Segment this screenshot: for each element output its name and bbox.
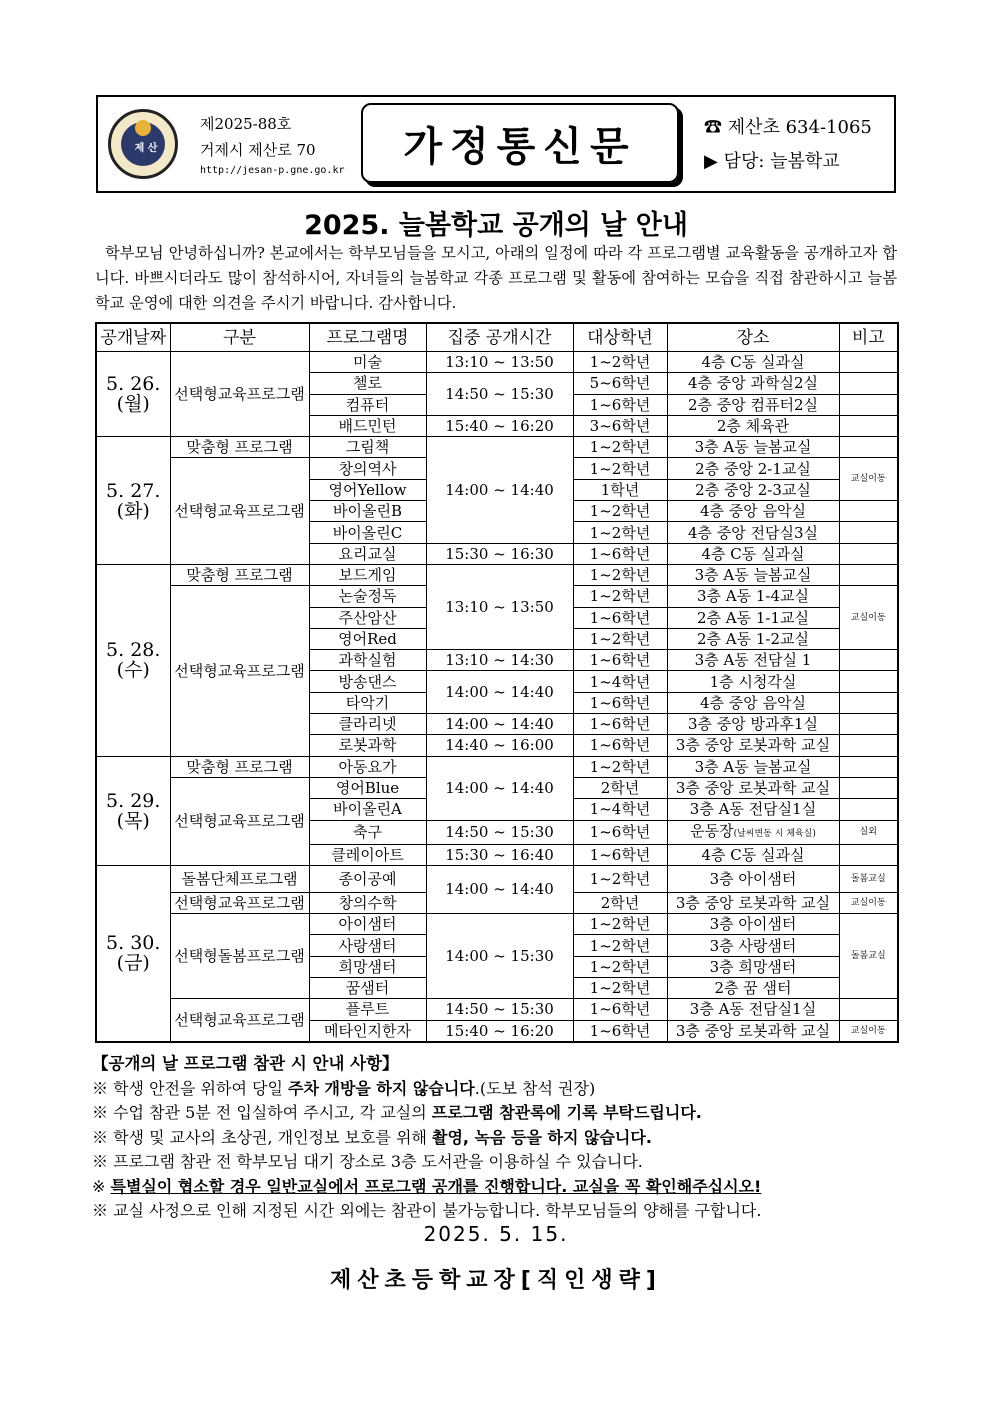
location-cell: 1층 시청각실 <box>667 671 839 692</box>
note-cell <box>839 543 898 564</box>
grade-cell: 1~6학년 <box>573 735 667 756</box>
schedule-table <box>95 322 899 1043</box>
grade-cell: 1~4학년 <box>573 671 667 692</box>
program-cell: 컴퓨터 <box>309 394 426 415</box>
grade-cell: 1~6학년 <box>573 692 667 713</box>
location-cell: 3층 희망샘터 <box>667 956 839 977</box>
note-cell <box>839 777 898 798</box>
program-cell: 창의역사 <box>309 458 426 479</box>
note-cell <box>839 799 898 820</box>
category-cell: 돌봄단체프로그램 <box>170 865 309 892</box>
time-cell: 14:00 ~ 14:40 <box>426 714 573 735</box>
grade-cell: 1~6학년 <box>573 999 667 1020</box>
notice-item: ※ 학생 및 교사의 초상권, 개인정보 보호를 위해 촬영, 녹음 등을 하지 않습니다. <box>92 1127 652 1147</box>
category-cell: 맞춤형 프로그램 <box>170 437 309 458</box>
grade-cell: 1~2학년 <box>573 628 667 649</box>
time-cell: 14:50 ~ 15:30 <box>426 820 573 844</box>
category-cell: 맞춤형 프로그램 <box>170 564 309 585</box>
location-cell: 4층 C동 실과실 <box>667 352 839 373</box>
location-cell: 3층 사랑샘터 <box>667 935 839 956</box>
category-cell: 선택형돌봄프로그램 <box>170 914 309 999</box>
table-row <box>96 914 898 935</box>
note-cell <box>839 844 898 865</box>
category-cell: 선택형교육프로그램 <box>170 586 309 756</box>
category-cell: 선택형교육프로그램 <box>170 352 309 437</box>
time-cell: 14:50 ~ 15:30 <box>426 373 573 416</box>
location-cell: 2층 A동 1-1교실 <box>667 607 839 628</box>
manager: ▶ 담당: 늘봄학교 <box>704 151 840 172</box>
note-cell <box>839 564 898 585</box>
program-cell: 꿈샘터 <box>309 978 426 999</box>
grade-cell: 1~6학년 <box>573 1020 667 1042</box>
program-cell: 첼로 <box>309 373 426 394</box>
program-cell: 바이올린C <box>309 522 426 543</box>
location-cell: 3층 중앙 로봇과학 교실 <box>667 892 839 913</box>
time-cell: 13:10 ~ 13:50 <box>426 352 573 373</box>
grade-cell: 1~2학년 <box>573 956 667 977</box>
note-cell: 돌봄교실 <box>839 914 898 999</box>
program-cell: 플루트 <box>309 999 426 1020</box>
grade-cell: 1~2학년 <box>573 756 667 777</box>
location-cell: 3층 중앙 로봇과학 교실 <box>667 1020 839 1042</box>
notice-item: ※ 학생 안전을 위하여 당일 주차 개방을 하지 않습니다.(도보 참석 권장) <box>92 1078 596 1098</box>
location-cell: 3층 A동 1-4교실 <box>667 586 839 607</box>
grade-cell: 1~6학년 <box>573 394 667 415</box>
location-cell: 2층 A동 1-2교실 <box>667 628 839 649</box>
col-time: 집중 공개시간 <box>426 323 573 352</box>
note-cell <box>839 756 898 777</box>
col-program: 프로그램명 <box>309 323 426 352</box>
note-cell <box>839 714 898 735</box>
program-cell: 영어Yellow <box>309 479 426 500</box>
date-cell: 5. 28. (수) <box>96 564 170 756</box>
grade-cell: 1학년 <box>573 479 667 500</box>
col-grade: 대상학년 <box>573 323 667 352</box>
category-cell: 선택형교육프로그램 <box>170 458 309 564</box>
grade-cell: 1~2학년 <box>573 501 667 522</box>
school-logo-text: 제 산 <box>134 143 158 154</box>
note-cell: 교실이동 <box>839 586 898 650</box>
table-row <box>96 352 898 373</box>
issue-number: 제2025-88호 <box>200 115 292 133</box>
grade-cell: 1~6학년 <box>573 820 667 844</box>
school-address: 거제시 제산로 70 <box>200 141 316 159</box>
issue-info <box>200 111 350 179</box>
table-row <box>96 865 898 892</box>
program-cell: 영어Red <box>309 628 426 649</box>
grade-cell: 1~2학년 <box>573 586 667 607</box>
grade-cell: 5~6학년 <box>573 373 667 394</box>
note-cell: 교실이동 <box>839 458 898 501</box>
location-cell: 3층 A동 전담실1실 <box>667 799 839 820</box>
col-category: 구분 <box>170 323 309 352</box>
note-cell <box>839 501 898 522</box>
location-cell: 4층 C동 실과실 <box>667 844 839 865</box>
grade-cell: 1~2학년 <box>573 914 667 935</box>
notice-section <box>92 1052 902 1224</box>
category-cell: 선택형교육프로그램 <box>170 999 309 1042</box>
notice-item: ※ 프로그램 참관 전 학부모님 대기 장소로 3층 도서관을 이용하실 수 있습니다. <box>92 1152 643 1171</box>
location-cell: 4층 중앙 음악실 <box>667 692 839 713</box>
location-cell: 3층 A동 늘봄교실 <box>667 756 839 777</box>
notice-item: ※ 교실 사정으로 인해 지정된 시간 외에는 참관이 불가능합니다. 학부모님들의 양해를 구합니다. <box>92 1201 762 1220</box>
grade-cell: 1~2학년 <box>573 437 667 458</box>
program-cell: 배드민턴 <box>309 415 426 436</box>
table-row <box>96 564 898 585</box>
table-row <box>96 756 898 777</box>
school-logo <box>108 109 178 179</box>
note-cell: 교실이동 <box>839 892 898 913</box>
contact-info <box>704 111 894 179</box>
notice-item: ※ 수업 참관 5분 전 입실하여 주시고, 각 교실의 프로그램 참관록에 기록 부탁드립니다. <box>92 1103 702 1122</box>
location-cell: 2층 중앙 2-3교실 <box>667 479 839 500</box>
date-cell: 5. 27. (화) <box>96 437 170 565</box>
location-cell: 3층 A동 전담실1실 <box>667 999 839 1020</box>
program-cell: 바이올린A <box>309 799 426 820</box>
phone-number: ☎ 제산초 634-1065 <box>704 117 872 138</box>
program-cell: 영어Blue <box>309 777 426 798</box>
note-cell: 돌봄교실 <box>839 865 898 892</box>
location-cell: 4층 중앙 음악실 <box>667 501 839 522</box>
program-cell: 타악기 <box>309 692 426 713</box>
program-cell: 축구 <box>309 820 426 844</box>
note-cell: 실외 <box>839 820 898 844</box>
grade-cell: 3~6학년 <box>573 415 667 436</box>
grade-cell: 1~2학년 <box>573 352 667 373</box>
col-note: 비고 <box>839 323 898 352</box>
time-cell: 14:00 ~ 14:40 <box>426 865 573 913</box>
program-cell: 바이올린B <box>309 501 426 522</box>
program-cell: 사랑샘터 <box>309 935 426 956</box>
grade-cell: 1~2학년 <box>573 522 667 543</box>
program-cell: 메타인지한자 <box>309 1020 426 1042</box>
location-cell: 2층 체육관 <box>667 415 839 436</box>
col-date: 공개날짜 <box>96 323 170 352</box>
grade-cell: 1~2학년 <box>573 564 667 585</box>
letter-header <box>96 95 896 193</box>
principal-signature: 제산초등학교장[직인생략] <box>330 1268 662 1293</box>
note-cell <box>839 373 898 394</box>
program-cell: 주산암산 <box>309 607 426 628</box>
grade-cell: 1~4학년 <box>573 799 667 820</box>
location-cell: 3층 중앙 로봇과학 교실 <box>667 735 839 756</box>
program-cell: 희망샘터 <box>309 956 426 977</box>
location-cell: 2층 중앙 컴퓨터2실 <box>667 394 839 415</box>
note-cell <box>839 352 898 373</box>
location-cell: 2층 꿈 샘터 <box>667 978 839 999</box>
table-header-row <box>96 323 898 352</box>
location-cell: 4층 C동 실과실 <box>667 543 839 564</box>
location-cell: 3층 A동 늘봄교실 <box>667 437 839 458</box>
grade-cell: 1~6학년 <box>573 714 667 735</box>
program-cell: 요리교실 <box>309 543 426 564</box>
grade-cell: 1~2학년 <box>573 865 667 892</box>
program-cell: 클레이아트 <box>309 844 426 865</box>
grade-cell: 1~6학년 <box>573 844 667 865</box>
grade-cell: 1~2학년 <box>573 458 667 479</box>
note-cell <box>839 735 898 756</box>
program-cell: 창의수학 <box>309 892 426 913</box>
program-cell: 아동요가 <box>309 756 426 777</box>
col-location: 장소 <box>667 323 839 352</box>
time-cell: 14:00 ~ 14:40 <box>426 437 573 543</box>
date-cell: 5. 29. (목) <box>96 756 170 865</box>
note-cell: 교실이동 <box>839 1020 898 1042</box>
note-cell <box>839 415 898 436</box>
program-cell: 과학실험 <box>309 650 426 671</box>
time-cell: 14:00 ~ 15:30 <box>426 914 573 999</box>
time-cell: 14:00 ~ 14:40 <box>426 756 573 820</box>
location-cell: 3층 A동 늘봄교실 <box>667 564 839 585</box>
date-cell: 5. 30. (금) <box>96 865 170 1042</box>
grade-cell: 1~6학년 <box>573 543 667 564</box>
program-cell: 로봇과학 <box>309 735 426 756</box>
program-cell: 클라리넷 <box>309 714 426 735</box>
program-cell: 아이샘터 <box>309 914 426 935</box>
letter-title: 가정통신문 <box>361 103 679 183</box>
time-cell: 13:10 ~ 14:30 <box>426 650 573 671</box>
location-note: (날씨변동 시 체육실) <box>733 828 816 839</box>
program-cell: 방송댄스 <box>309 671 426 692</box>
note-cell <box>839 671 898 692</box>
location-cell: 3층 중앙 로봇과학 교실 <box>667 777 839 798</box>
program-cell: 종이공예 <box>309 865 426 892</box>
location-cell: 3층 중앙 방과후1실 <box>667 714 839 735</box>
notice-heading: 【공개의 날 프로그램 참관 시 안내 사항】 <box>92 1054 399 1073</box>
program-cell: 보드게임 <box>309 564 426 585</box>
note-cell <box>839 650 898 671</box>
date-cell: 5. 26. (월) <box>96 352 170 437</box>
location-cell: 4층 중앙 과학실2실 <box>667 373 839 394</box>
notice-item: ※ 특별실이 협소할 경우 일반교실에서 프로그램 공개를 진행합니다. 교실을 꼭 확인해주십시오! <box>92 1176 762 1196</box>
note-cell <box>839 999 898 1020</box>
school-url[interactable]: http://jesan-p.gne.go.kr <box>200 165 345 176</box>
time-cell: 15:40 ~ 16:20 <box>426 1020 573 1042</box>
table-row <box>96 437 898 458</box>
time-cell: 15:30 ~ 16:40 <box>426 844 573 865</box>
category-cell: 맞춤형 프로그램 <box>170 756 309 777</box>
location-cell: 2층 중앙 2-1교실 <box>667 458 839 479</box>
time-cell: 15:30 ~ 16:30 <box>426 543 573 564</box>
category-cell: 선택형교육프로그램 <box>170 777 309 865</box>
note-cell <box>839 394 898 415</box>
table-row <box>96 999 898 1020</box>
time-cell: 13:10 ~ 13:50 <box>426 564 573 649</box>
location-cell: 4층 중앙 전담실3실 <box>667 522 839 543</box>
location-cell: 3층 아이샘터 <box>667 865 839 892</box>
location-cell: 3층 아이샘터 <box>667 914 839 935</box>
time-cell: 14:50 ~ 15:30 <box>426 999 573 1020</box>
issue-date: 2025. 5. 15. <box>423 1222 569 1246</box>
grade-cell: 1~2학년 <box>573 978 667 999</box>
note-cell <box>839 437 898 458</box>
program-cell: 그림책 <box>309 437 426 458</box>
time-cell: 14:40 ~ 16:00 <box>426 735 573 756</box>
program-cell: 논술정독 <box>309 586 426 607</box>
grade-cell: 1~6학년 <box>573 607 667 628</box>
time-cell: 15:40 ~ 16:20 <box>426 415 573 436</box>
grade-cell: 1~6학년 <box>573 650 667 671</box>
category-cell: 선택형교육프로그램 <box>170 892 309 913</box>
note-cell <box>839 522 898 543</box>
intro-paragraph: 학부모님 안녕하십니까? 본교에서는 학부모님들을 모시고, 아래의 일정에 따라 각 프로그램별 교육활동을 공개하고자 합니다. 바쁘시더라도 많이 참석하시어, 자녀들의 늘봄학교 각종 프로그램 및 활동에 참여하는 모습을 직접 참관하시고 늘봄학교 운영에 대한 의견을 주시기 바랍니다. 감사합니다. <box>95 244 898 312</box>
grade-cell: 2학년 <box>573 892 667 913</box>
program-cell: 미술 <box>309 352 426 373</box>
location-cell: 운동장(날씨변동 시 체육실) <box>667 820 839 844</box>
grade-cell: 1~2학년 <box>573 935 667 956</box>
page-title: 2025. 늘봄학교 공개의 날 안내 <box>304 210 688 241</box>
time-cell: 14:00 ~ 14:40 <box>426 671 573 714</box>
location-cell: 3층 A동 전담실 1 <box>667 650 839 671</box>
grade-cell: 2학년 <box>573 777 667 798</box>
note-cell <box>839 692 898 713</box>
